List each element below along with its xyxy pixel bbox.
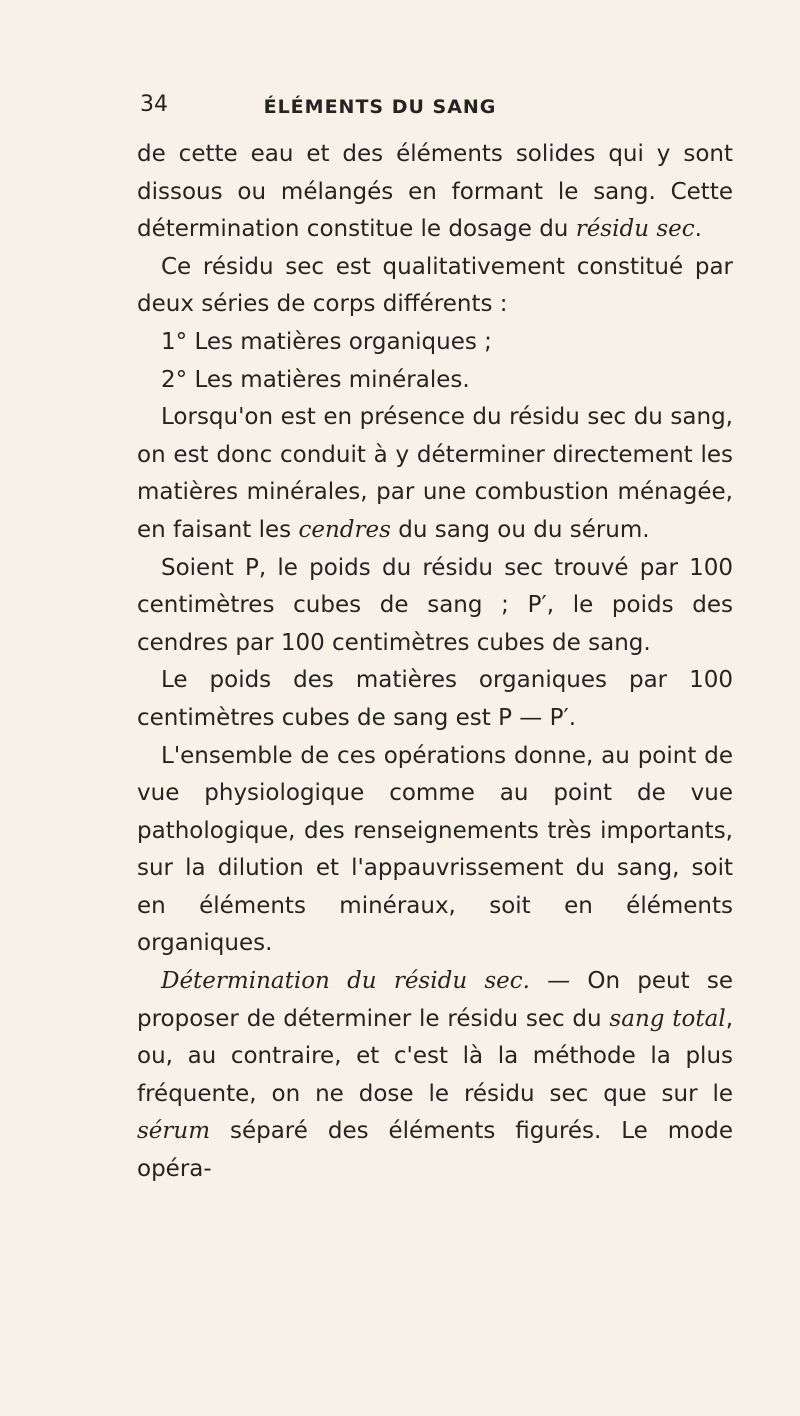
paragraph-residu-composition (137, 249, 733, 324)
section-heading-italic: Détermination du résidu sec. (161, 968, 530, 995)
text-segment: , ou, au contraire, et c'est là la méthode la plus fréquente, on ne dose le résidu sec que sur le (137, 1005, 733, 1107)
paragraph-definitions (137, 550, 733, 663)
text-segment: Ce résidu sec est qualitativement constitué par deux séries de corps différents : (137, 253, 733, 318)
text-segment: Le poids des matières organiques par 100 centimètres cubes de sang est P — P′. (137, 667, 733, 731)
page-number: 34 (140, 92, 168, 117)
text-segment: 1° Les matières organiques ; (161, 328, 492, 355)
text-segment: Soient P, le poids du résidu sec trouvé par 100 centimètres cubes de sang ; P′, le poids des cendres par 100 centimètres cubes de sang. (137, 554, 733, 656)
paragraph-organic-weight (137, 662, 733, 737)
text-segment: Lorsqu'on est en présence du résidu sec du sang, on est donc conduit à y déterminer directement les matières minérales, par une combustion ménagée, en faisant les (137, 404, 733, 543)
text-segment: séparé des éléments figurés. Le mode opéra- (137, 1118, 733, 1183)
text-segment: de cette eau et des éléments solides qui y sont dissous ou mélangés en formant le sang. Cette détermination constitue le dosage du (137, 141, 733, 243)
paragraph-determination (137, 963, 733, 1189)
paragraph-combustion (137, 399, 733, 549)
text-segment: 2° Les matières minérales. (161, 366, 470, 393)
italic-term-serum: sérum (137, 1118, 211, 1145)
paragraph-significance (137, 738, 733, 964)
paragraph-continuation (137, 136, 733, 249)
body-text (137, 136, 733, 1189)
running-head (0, 92, 800, 124)
text-segment: du sang ou du sérum. (390, 516, 650, 543)
italic-term-cendres: cendres (298, 516, 391, 543)
italic-term-sang-total: sang total (609, 1005, 726, 1032)
list-item-mineral (137, 362, 733, 400)
running-title: ÉLÉMENTS DU SANG (263, 96, 497, 118)
text-segment: L'ensemble de ces opérations donne, au point de vue physiologique comme au point de vue pathologique, des renseignements très importants, sur la dilution et l'appauvrissement du sang, soit en éléments minéraux, soit en éléments organiques. (137, 742, 733, 957)
text-segment: — On peut se proposer de déterminer le résidu sec du (137, 968, 733, 1032)
italic-term-residu-sec: résidu sec (575, 216, 695, 243)
list-item-organic (137, 324, 733, 362)
text-segment: . (694, 216, 702, 243)
